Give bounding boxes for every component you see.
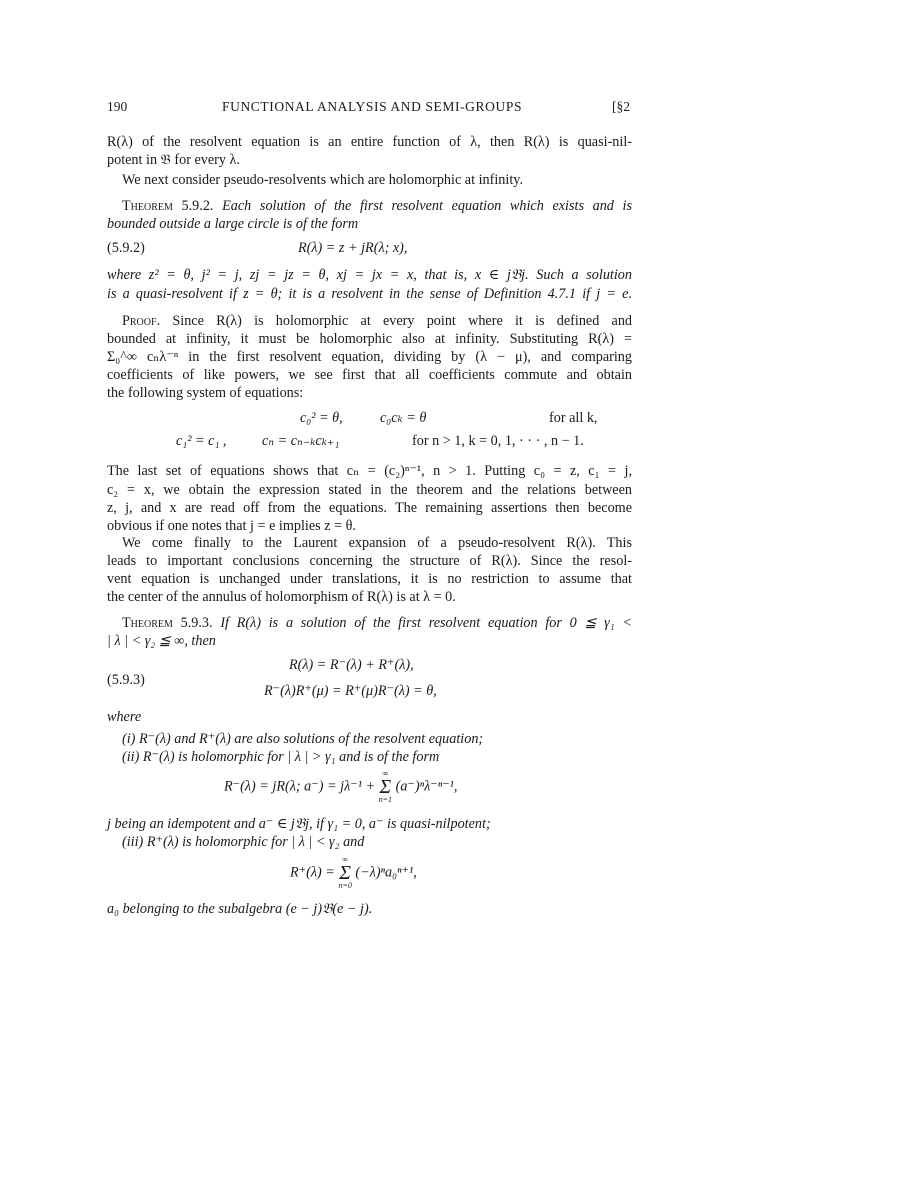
sigma-glyph: Σ [339, 862, 352, 884]
proof-text: Since R(λ) is holomorphic at every point where it is defined and [172, 313, 633, 329]
theorem-label: Theorem 5.9.3. [122, 615, 213, 631]
where-label: where [107, 709, 142, 725]
proof-line: the following system of equations: [107, 385, 304, 401]
display-equation: R(λ) = R⁻(λ) + R⁺(λ), [289, 657, 414, 673]
theorem-label: Theorem 5.9.2. [122, 198, 214, 214]
proof-line: z, j, and x are read off from the equations. The remaining assertions then become [107, 500, 632, 516]
equation-part: R⁺(λ) = [290, 864, 335, 881]
display-equation: R(λ) = z + jR(λ; x), [298, 240, 408, 256]
list-item: (iii) R⁺(λ) is holomorphic for | λ | < γ₂ and [122, 834, 365, 850]
theorem-statement [122, 614, 632, 632]
equation-part: R⁻(λ) = jR(λ; a⁻) = jλ⁻¹ + [224, 778, 376, 795]
theorem-text: is a quasi-resolvent if z = θ; it is a resolvent in the sense of Definition 4.7.1 if j = e. [107, 286, 632, 302]
summation-symbol [338, 856, 351, 890]
summation-symbol [379, 770, 392, 804]
list-item: j being an idempotent and a⁻ ∈ j𝔅j, if γ₁ = 0, a⁻ is quasi-nilpotent; [107, 816, 491, 832]
body-line: vent equation is unchanged under translations, it is no restriction to assume that [107, 571, 632, 587]
equation-number: (5.9.3) [107, 672, 145, 688]
proof-line: Σ₀^∞ cₙλ⁻ⁿ in the first resolvent equation, dividing by (λ − μ), and comparing [107, 349, 632, 365]
intro-line: R(λ) of the resolvent equation is an entire function of λ, then R(λ) is quasi-nil- [107, 134, 632, 150]
sum-upper-limit: ∞ [382, 769, 389, 778]
running-title: FUNCTIONAL ANALYSIS AND SEMI-GROUPS [222, 99, 523, 114]
theorem-text: where z² = θ, j² = j, zj = jz = θ, xj = jx = x, that is, x ∈ j𝔅j. Such a solution [107, 267, 632, 283]
display-equation [224, 770, 457, 804]
system-equation: c₁² = c₁ , [176, 433, 227, 449]
intro-line: We next consider pseudo-resolvents which are holomorphic at infinity. [122, 172, 523, 188]
theorem-text: Each solution of the first resolvent equation which exists and is [222, 198, 633, 214]
theorem-text: If R(λ) is a solution of the first resolvent equation for 0 ≦ γ₁ < [220, 615, 633, 631]
system-equation: c₀cₖ = θ [380, 410, 427, 426]
sum-lower-limit: n=1 [378, 795, 393, 804]
proof-line [122, 312, 632, 330]
list-item: (i) R⁻(λ) and R⁺(λ) are also solutions of the resolvent equation; [122, 731, 484, 747]
system-equation: cₙ = cₙ₋ₖcₖ₊₁ [262, 433, 340, 449]
body-line: We come finally to the Laurent expansion of a pseudo-resolvent R(λ). This [122, 535, 632, 551]
proof-line: c₂ = x, we obtain the expression stated in the theorem and the relations between [107, 482, 632, 498]
proof-line: bounded at infinity, it must be holomorphic also at infinity. Substituting R(λ) = [107, 331, 632, 347]
equation-part: (−λ)ⁿa₀ⁿ⁺¹, [355, 864, 417, 881]
proof-line: The last set of equations shows that cₙ = (c₂)ⁿ⁻¹, n > 1. Putting c₀ = z, c₁ = j, [107, 463, 632, 479]
equation-part: (a⁻)ⁿλ⁻ⁿ⁻¹, [395, 778, 458, 795]
display-equation: R⁻(λ)R⁺(μ) = R⁺(μ)R⁻(λ) = θ, [264, 683, 437, 699]
system-condition: for all k, [549, 410, 598, 426]
sum-lower-limit: n=0 [338, 881, 352, 890]
proof-line: obvious if one notes that j = e implies z = θ. [107, 518, 356, 534]
theorem-statement [122, 197, 632, 215]
sigma-glyph: Σ [379, 776, 392, 798]
body-line: the center of the annulus of holomorphism of R(λ) is at λ = 0. [107, 589, 456, 605]
system-condition: for n > 1, k = 0, 1, · · · , n − 1. [412, 433, 584, 449]
sum-upper-limit: ∞ [342, 855, 348, 864]
theorem-text: | λ | < γ₂ ≦ ∞, then [107, 633, 216, 649]
equation-number: (5.9.2) [107, 240, 145, 256]
proof-line: coefficients of like powers, we see first that all coefficients commute and obtain [107, 367, 632, 383]
section-marker: [§2 [612, 99, 630, 114]
theorem-text: bounded outside a large circle is of the form [107, 216, 359, 232]
list-item: (ii) R⁻(λ) is holomorphic for | λ | > γ₁ and is of the form [122, 749, 440, 765]
intro-line: potent in 𝔅 for every λ. [107, 152, 240, 168]
display-equation [290, 856, 417, 890]
theorem-text: a₀ belonging to the subalgebra (e − j)𝔅(e − j). [107, 901, 373, 917]
proof-label: Proof. [122, 313, 161, 329]
page-number: 190 [107, 99, 128, 114]
system-equation: c₀² = θ, [300, 410, 343, 426]
body-line: leads to important conclusions concerning the structure of R(λ). Since the resol- [107, 553, 632, 569]
